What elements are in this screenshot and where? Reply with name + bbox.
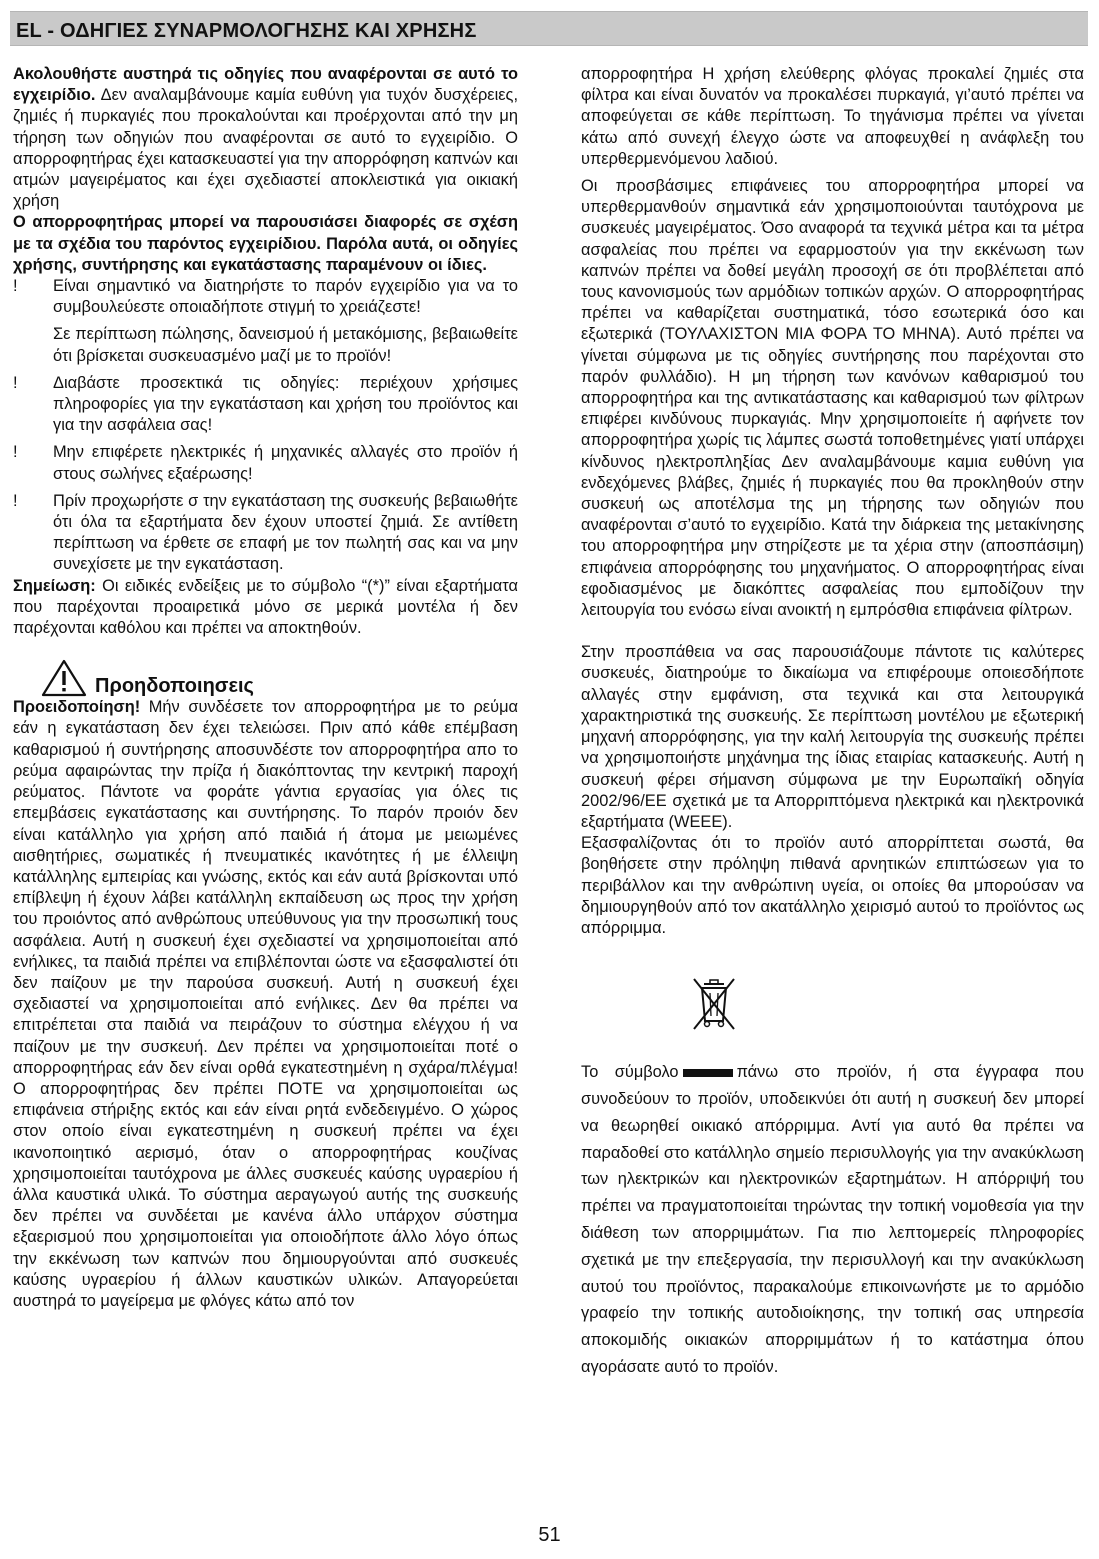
page-number: 51 [538,1524,561,1546]
warning-paragraph [13,697,518,1312]
intro-text: Δεν αναλαμβάνουμε καμία ευθύνη για τυχόν δυσχέρειες, ζημιές ή πυρκαγιές που προκαλούνται και προέρχονται από την μη τήρηση των οδηγιών που αναφέρονται σε αυτό το εγχειρίδιο. Ο απορροφητήρας έχει κατασκευαστεί για την απορρόφηση καπνών και ατμών μαγειρέματος και έχει σχεδιαστεί αποκλειστικά για οικιακή χρήση [13,86,518,211]
note-paragraph [13,576,518,640]
bullet-mark: ! [13,443,18,462]
right-paragraph-3: Στην προσπάθεια να σας παρουσιάζουμε πάντοτε τις καλύτερες συσκευές, διατηρούμε το δικαίωμα να επιφέρουμε οποιεσδήποτε αλλαγές στην εμφάνιση, στα τεχνικά και στα λειτουργικά χαρακτηριστικά της συσκευής. Σε περίπτωση μοντέλου με εξωτερική μηχανή απορρόφησης, για την καλή λειτουργία της συσκευής πρέπει να χρησιμοποιήστε μηχάνημα της ίδιας εταιρίας κατασκευής. Αυτή η συσκευή φέρει σήμανση σύμφωνα με την Ευρωπαϊκή οδηγία 2002/96/ΕΕ σχετικά με τα Απορριπτόμενα ηλεκτρικά και ηλεκτρονικά εξαρτήματα (WEEE). [581,643,1084,831]
black-bar-symbol-icon [683,1069,733,1077]
bullet-text: Είναι σημαντικό να διατηρήστε το παρόν εγχειρίδιο για να το συμβουλεύεστε οποιαδήποτε στιγμή το χρειάζεστε! [53,277,518,317]
bullet-item [13,491,518,576]
bold-paragraph: Ο απορροφητήρας μπορεί να παρουσιάσει διαφορές σε σχέση με τα σχέδια του παρόντος εγχειρίδιου. Παρόλα αυτά, οι οδηγίες χρήσης, συντήρησης και εγκατάστασης παραμένουν οι ίδιες. [13,213,518,274]
warnings-heading [13,657,518,697]
bullet-item [13,442,518,484]
note-label: Σημείωση: [13,576,96,595]
bullet-mark: ! [13,277,18,296]
bullet-mark: ! [13,491,18,510]
bullet-text: Πρίν προχωρήστε σ την εγκατάσταση της συσκευής βεβαιωθήτε ότι όλα τα εξαρτήματα δεν έχουν υποστεί ζημιά. Σε αντίθετη περίπτωση να έρθετε σε επαφή με τον πωλητή σας και να μην συνεχίσετε με την εγκατάσταση. [53,491,518,574]
bullet-item [13,276,518,318]
warning-triangle-icon [41,659,87,697]
right-paragraph-4: Εξασφαλίζοντας ότι το προϊόν αυτό απορρίπτεται σωστά, θα βοηθήσετε στην πρόληψη πιθανά αρνητικών επιπτώσεων για το περιβάλλον και την ανθρώπινη υγεία, οι οποίες θα μπορούσαν να δημιουργηθούν από τον ακατάλληλο χειρισμό αυτού το προϊόντος ως απόρριμμα. [581,834,1084,937]
note-text: Οι ειδικές ενδείξεις με το σύμβολο “(*)” είναι εξαρτήματα που παρέχονται προαιρετικά μόνο σε μερικά μοντέλα ή δεν παρέχονται καθόλου και πρέπει να αποκτηθούν. [13,576,518,638]
warnings-title: Προηδοποιησεις [95,675,254,698]
weee-paragraph [581,1059,1084,1381]
weee-text-start: Το σύμβολο [581,1063,679,1082]
weee-text-rest: πάνω στο προϊόν, ή στα έγγραφα που συνοδεύουν το προϊόν, υποδεικνύει ότι αυτή η συσκευή δεν μπορεί να θεωρηθεί οικιακό απόρριμμα. Αντί για αυτό θα πρέπει να παραδοθεί στο κατάλληλο σημείο περισυλλογής για την ανακύκλωση των ηλεκτρικών και ηλεκτρονικών εξαρτημάτων. Η απόρριψή του πρέπει να πραγματοποιείται τηρώντας την τοπική νομοθεσία για την διάθεση των απορριμμάτων. Για πιο λεπτομερείς πληροφορίες σχετικά με την επεξεργασία, την περισυλλογή και την ανακύκλωση αυτού του προϊόντος, παρακαλούμε επικοινωνήστε με το αρμόδιο γραφείο την τοπικής αυτοδιοίκησης, την τοπική σας υπηρεσία αποκομιδής οικιακών απορριμμάτων ή το κατάστημα όπου αγοράσατε αυτό το προϊόν. [581,1063,1084,1376]
intro-bold: Ακολουθήστε αυστηρά τις οδηγίες που αναφέρονται σε αυτό το εγχειρίδιο. [13,65,518,105]
bullet-item [13,373,518,437]
warning-label: Προειδοποίηση! [13,698,141,717]
bullet-text: Διαβάστε προσεκτικά τις οδηγίες: περιέχουν χρήσιμες πληροφορίες για την εγκατάσταση και χρήση του προϊόντος και για την ασφάλεια σας! [53,373,518,435]
right-column [581,64,1084,1381]
bullet-text: Μην επιφέρετε ηλεκτρικές ή μηχανικές αλλαγές στο προϊόν ή στους σωλήνες εξαέρωσης! [53,443,518,483]
bullet-mark: ! [13,373,18,392]
intro-paragraph [13,64,518,212]
warning-text: Μήν συνδέσετε τον απορροφητήρα με το ρεύμα εάν η εγκατάσταση δεν έχει τελειώσει. Πριν από κάθε επέμβαση καθαρισμού ή συντήρησης αποσυνδέστε τον απορροφητήρα απο το ρεύμα αφαιρώντας την πρίζα ή διακόπτοντας την κεντρική παροχή ρεύματος. Πάντοτε να φοράτε γάντια εργασίας για όλες τις επεμβάσεις εγκατάστασης και συντήρησης. Το παρόν προιόν δεν είναι κατάλληλο για χρήση από παιδιά ή άτομα με μειωμένες αισθητήριες, σωματικές ή πνευματικές ικανότητες ή με έλλειψη κατάλληλης εμπειρίας και γνώσης, εκτός και εάν αυτά βρίσκονται υπό επίβλεψη ή έχουν λάβει κατάλληλη εκπαίδευση ως προς την χρήση του προιόντος από ανθρώπους υπεύθυνους για την προσωπική τους ασφάλεια. Αυτή η συσκευή έχει σχεδιαστεί να χρησιμοποιείται από ενήλικες, τα παιδιά πρέπει να επιβλέπονται ώστε να εξασφαλιστεί ότι δεν παίζουν με την παρούσα συσκευή. Αυτή η συσκευή έχει σχεδιαστεί να χρησιμοποιείται από ενήλικες. Δεν θα πρέπει να επιτρέπεται στα παιδιά να πειράζουν το σύστημα ελέγχου ή να παίζουν με την συσκευή. Δεν πρέπει να χρησιμοποιείται ποτέ ο απορροφητήρας εάν δεν είναι ορθά εγκατεστημένη η σχάρα/πλέγμα! Ο απορροφητήρας δεν πρέπει ΠΟΤΕ να χρησιμοποιείται ως επιφάνεια στήριξης εκτός και εάν είναι ρητά ενδεδειγμένο. Ο χώρος στον οποίο είναι εγκατεστημένη η συσκευή πρέπει να έχει ικανοποιητικό αερισμό, όταν ο απορροφητήρας κουζίνας χρησιμοποιείται ταυτόχρονα με άλλες συσκευές καύσης υγραερίου ή άλλα καυστικά υλικά. Το σύστημα αεραγωγού αυτής της συσκευής δεν πρέπει να συνδέεται με κανένα άλλο υπάρχον σύστημα εξαερισμού που χρησιμοποιείται για οποιοδήποτε άλλο λόγο όπως την εκκένωση των καπνών που δημιουργούνται από συσκευές καύσης υγραερίου ή άλλων καυστικών υλικών. Απαγορεύεται αυστηρά το μαγείρεμα με φλόγες κάτω από τον [13,698,518,1310]
weee-crossed-bin-icon [690,975,738,1035]
header-title: EL - ΟΔΗΓΙΕΣ ΣΥΝΑΡΜΟΛΟΓΗΣΗΣ ΚΑΙ ΧΡΗΣΗΣ [16,20,477,42]
right-paragraph-2: Οι προσβάσιμες επιφάνειες του απορροφητήρα μπορεί να υπερθερμανθούν σημαντικά εάν χρησιμοποιούνται ταυτόχρονα με συσκευές μαγειρέματος. Όσο αναφορά τα τεχνικά μέτρα και τα μέτρα ασφαλείας που πρέπει να εφαρμοστούν για την εκκένωση των καπνών πρέπει να δοθεί μεγάλη προσοχή σε ότι προβλέπεται από τους κανονισμούς των αρμόδιων τοπικών αρχών. Ο απορροφητήρας πρέπει να καθαρίζεται συστηματικά, τόσο εσωτερικά όσο και εξωτερικά (ΤΟΥΛΑΧΙΣΤΟΝ ΜΙΑ ΦΟΡΑ ΤΟ ΜΗΝΑ). Αυτό πρέπει να γίνεται σύμφωνα με τις οδηγίες συντήρησης που παρέχονται στο παρόν φυλλάδιο). Η μη τήρηση των κανόνων καθαρισμού του απορροφητήρα και της αντικατάστασης και καθαρισμού των φίλτρων επιφέρει κινδύνους πυρκαγιάς. Μην χρησιμοποιείτε ή αφήνετε τον απορροφητήρα χωρίς τις λάμπες σωστά τοποθετημένες γιατί υπάρχει κίνδυνος ηλεκτροπληξίας Δεν αναλαμβάνουμε καμια ευθύνη για ενδεχόμενες βλάβες, ζημιές ή πυρκαγιές που θα προκληθούν στην συσκευή ως αποτέλσμα της μη τήρησης των οδηγιών που αναφέρονται σ’αυτό το εγχειρίδιο. Κατά την διάρκεια της μετακίνησης του απορροφητήρα μην στηρίζεστε με τα χέρια στην (αποσπάσιμη) επιφάνεια απορρόφησης του μηχανήματος. Ο απορροφητήρας είναι εφοδιασμένος με διακόπτες ασφαλείας που εμποδίζουν την λειτουργία του ενόσω είναι ανοικτή η εμπρόσθια επιφάνεια φίλτρων. [581,177,1084,620]
bullet-continuation: Σε περίπτωση πώλησης, δανεισμού ή μετακόμισης, βεβαιωθείτε ότι βρίσκεται συσκευασμένο μαζί με το προϊόν! [53,325,518,365]
left-column [13,64,518,1312]
right-paragraph-1: απορροφητήρα Η χρήση ελεύθερης φλόγας προκαλεί ζημιές στα φίλτρα και είναι δυνατόν να προκαλέσει πυρκαγιά, γι’αυτό πρέπει να αποφεύγεται σε κάθε περίπτωση. Το τηγάνισμα πρέπει να γίνεται κάτω από συνεχή έλεγχο ώστε να αποφευχθεί η ανάφλεξη του υπερθερμενόμενου λαδιού. [581,65,1084,168]
section-header [10,11,1088,46]
